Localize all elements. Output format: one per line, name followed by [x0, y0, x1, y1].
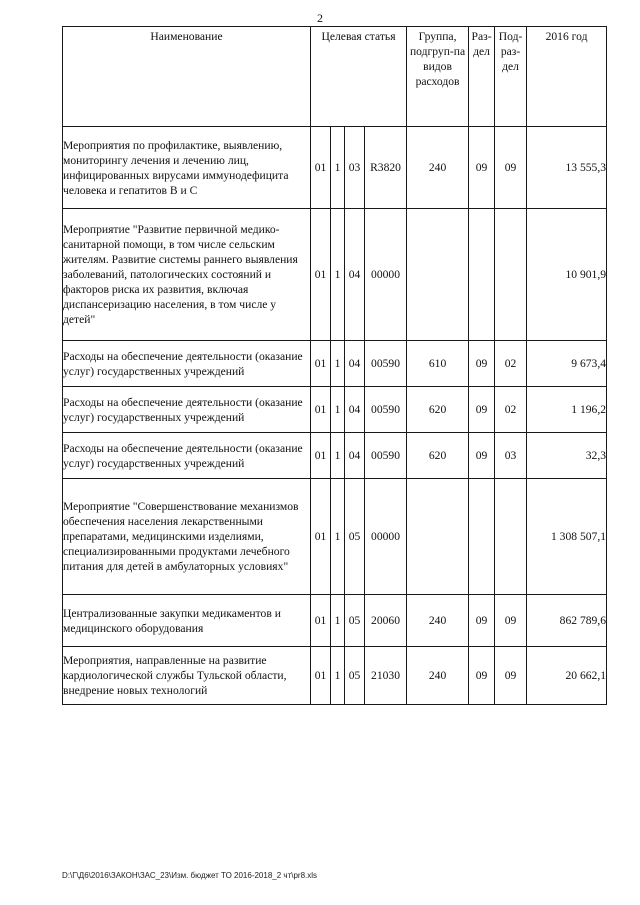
- header-row: [63, 27, 607, 127]
- subsection-code: 09: [495, 595, 527, 647]
- page-number: 2: [317, 11, 323, 25]
- target-direction-code: 00590: [365, 433, 407, 479]
- header-target-article: Целевая статья: [311, 27, 407, 127]
- target-direction-code: R3820: [365, 127, 407, 209]
- expense-group: 240: [407, 595, 469, 647]
- amount-2016: 1 308 507,1: [527, 479, 607, 595]
- subsection-code: 02: [495, 341, 527, 387]
- expense-group: 620: [407, 387, 469, 433]
- amount-2016: 9 673,4: [527, 341, 607, 387]
- target-program-code: 01: [311, 595, 331, 647]
- target-direction-code: 00000: [365, 209, 407, 341]
- table-row: [63, 209, 607, 341]
- target-subprogram-code: 1: [331, 209, 345, 341]
- header-name: Наименование: [63, 27, 311, 127]
- header-expense-group: Группа, подгруп-па видов расходов: [407, 27, 469, 127]
- target-subprogram-code: 1: [331, 479, 345, 595]
- target-activity-code: 04: [345, 209, 365, 341]
- target-activity-code: 05: [345, 479, 365, 595]
- section-code: 09: [469, 647, 495, 705]
- table-row: [63, 647, 607, 705]
- section-code: [469, 209, 495, 341]
- target-direction-code: 20060: [365, 595, 407, 647]
- amount-2016: 32,3: [527, 433, 607, 479]
- target-direction-code: 00590: [365, 387, 407, 433]
- target-activity-code: 04: [345, 387, 365, 433]
- target-program-code: 01: [311, 479, 331, 595]
- table-row: [63, 341, 607, 387]
- file-path-footer: D:\Г\Д6\2016\ЗАКОН\ЗАС_23\Изм. бюджет ТО 2016-2018_2 чт\pr8.xls: [62, 871, 318, 880]
- target-activity-code: 03: [345, 127, 365, 209]
- subsection-code: 09: [495, 127, 527, 209]
- row-name: Мероприятия, направленные на развитие кардиологической службы Тульской области, внедрение новых технологий: [63, 647, 311, 705]
- subsection-code: 09: [495, 647, 527, 705]
- target-program-code: 01: [311, 647, 331, 705]
- subsection-code: 03: [495, 433, 527, 479]
- row-name: Мероприятие "Развитие первичной медико-санитарной помощи, в том числе сельским жителям. Развитие системы раннего выявления заболеваний, патологических состояний и факторов риска их развития, включая диспансеризацию населения, в том числе у детей": [63, 209, 311, 341]
- header-section: Раз-дел: [469, 27, 495, 127]
- target-activity-code: 05: [345, 647, 365, 705]
- row-name: Централизованные закупки медикаментов и медицинского оборудования: [63, 595, 311, 647]
- target-program-code: 01: [311, 387, 331, 433]
- section-code: 09: [469, 387, 495, 433]
- expense-group: 240: [407, 647, 469, 705]
- expense-group: [407, 209, 469, 341]
- target-program-code: 01: [311, 209, 331, 341]
- target-subprogram-code: 1: [331, 595, 345, 647]
- target-subprogram-code: 1: [331, 341, 345, 387]
- amount-2016: 13 555,3: [527, 127, 607, 209]
- target-program-code: 01: [311, 341, 331, 387]
- amount-2016: 20 662,1: [527, 647, 607, 705]
- amount-2016: 1 196,2: [527, 387, 607, 433]
- row-name: Расходы на обеспечение деятельности (оказание услуг) государственных учреждений: [63, 387, 311, 433]
- subsection-code: 02: [495, 387, 527, 433]
- table-row: [63, 127, 607, 209]
- target-activity-code: 04: [345, 341, 365, 387]
- section-code: [469, 479, 495, 595]
- row-name: Мероприятие "Совершенствование механизмов обеспечения населения лекарственными препаратами, медицинскими изделиями, специализированными продуктами лечебного питания для детей в амбулаторных условиях": [63, 479, 311, 595]
- section-code: 09: [469, 433, 495, 479]
- amount-2016: 862 789,6: [527, 595, 607, 647]
- row-name: Расходы на обеспечение деятельности (оказание услуг) государственных учреждений: [63, 341, 311, 387]
- expense-group: 610: [407, 341, 469, 387]
- target-activity-code: 05: [345, 595, 365, 647]
- target-subprogram-code: 1: [331, 647, 345, 705]
- row-name: Расходы на обеспечение деятельности (оказание услуг) государственных учреждений: [63, 433, 311, 479]
- target-subprogram-code: 1: [331, 387, 345, 433]
- subsection-code: [495, 479, 527, 595]
- header-subsection: Под-раз-дел: [495, 27, 527, 127]
- section-code: 09: [469, 595, 495, 647]
- table-row: [63, 479, 607, 595]
- subsection-code: [495, 209, 527, 341]
- amount-2016: 10 901,9: [527, 209, 607, 341]
- target-direction-code: 00590: [365, 341, 407, 387]
- target-subprogram-code: 1: [331, 433, 345, 479]
- header-year: 2016 год: [527, 27, 607, 127]
- table-row: [63, 433, 607, 479]
- section-code: 09: [469, 341, 495, 387]
- expense-group: [407, 479, 469, 595]
- target-direction-code: 00000: [365, 479, 407, 595]
- expense-group: 240: [407, 127, 469, 209]
- table-row: [63, 595, 607, 647]
- row-name: Мероприятия по профилактике, выявлению, мониторингу лечения и лечению лиц, инфицированных вирусами иммунодефицита человека и гепатитов В и С: [63, 127, 311, 209]
- expense-group: 620: [407, 433, 469, 479]
- budget-table: [62, 26, 607, 705]
- target-program-code: 01: [311, 433, 331, 479]
- target-activity-code: 04: [345, 433, 365, 479]
- target-program-code: 01: [311, 127, 331, 209]
- target-subprogram-code: 1: [331, 127, 345, 209]
- table-row: [63, 387, 607, 433]
- section-code: 09: [469, 127, 495, 209]
- target-direction-code: 21030: [365, 647, 407, 705]
